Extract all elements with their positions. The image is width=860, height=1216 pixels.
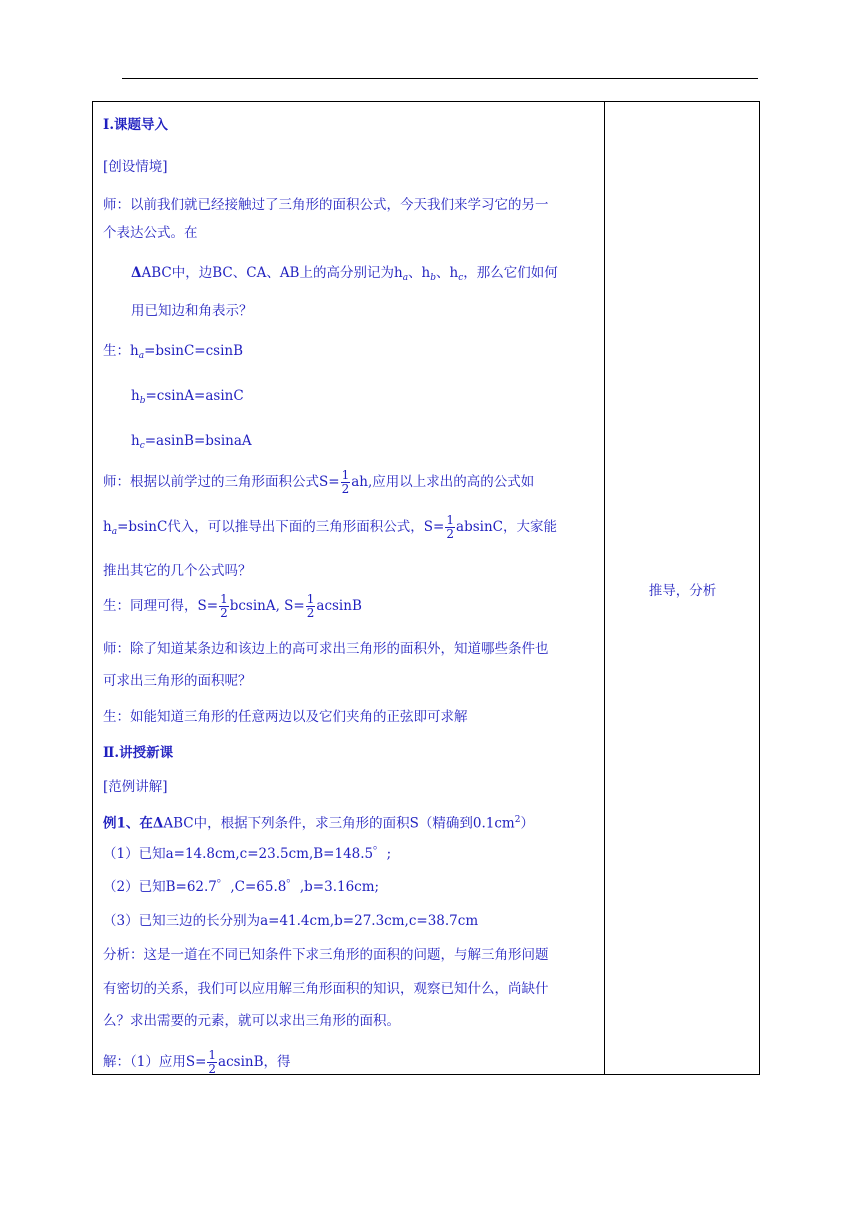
teacher-line-3b: 可求出三角形的面积呢？	[103, 673, 252, 689]
header-rule	[122, 78, 758, 79]
lesson-table	[92, 101, 760, 1075]
example-1-case-2: （2）已知B=62.7゜,C=65.8゜,b=3.16cm;	[103, 879, 380, 895]
hb-formula: $h_b=csinA=asinC$	[131, 388, 244, 406]
teacher-line-3a: 师：除了知道某条边和该边上的高可求出三角形的面积外，知道哪些条件也	[103, 641, 549, 657]
example-1-case-1: （1）已知a=14.8cm,c=23.5cm,B=148.5゜;	[103, 846, 392, 862]
solution-line: 解：（1）应用S= $\frac{1}{2}$ acsinB，得	[103, 1048, 291, 1076]
fraction: $\frac{1}{2}$	[446, 513, 455, 541]
analysis-line-c: 么？求出需要的元素，就可以求出三角形的面积。	[103, 1013, 400, 1029]
question-line-a: ΔABC中，边BC、CA、AB上的高分别记为$h_a$、$h_b$、$h_c$，那么它们如何	[131, 265, 558, 283]
lesson-title: Ⅱ.讲授新课	[103, 745, 174, 761]
scenario-tag: [创设情境]	[103, 159, 168, 175]
student-line-2: 生：同理可得，S= $\frac{1}{2}$ bcsinA, S= $\frac{1}{2}$ acsinB	[103, 592, 362, 620]
example-1-case-3: （3）已知三边的长分别为a=41.4cm,b=27.3cm,c=38.7cm	[103, 913, 479, 929]
hc-formula: $h_c=asinB=bsinaA$	[131, 433, 252, 451]
teacher-line-2c: 推出其它的几个公式吗？	[103, 563, 252, 579]
example-1: 例1、在ΔABC中，根据下列条件，求三角形的面积S（精确到$0.1cm^2$）	[103, 815, 534, 832]
intro-title: Ⅰ.课题导入	[103, 117, 169, 133]
question-line-b: 用已知边和角表示？	[131, 303, 253, 319]
fraction: $\frac{1}{2}$	[220, 592, 228, 620]
student-line-3: 生：如能知道三角形的任意两边以及它们夹角的正弦即可求解	[103, 709, 468, 725]
teacher-line-1a: 师：以前我们就已经接触过了三角形的面积公式，今天我们来学习它的另一	[103, 197, 549, 213]
analysis-line-a: 分析：这是一道在不同已知条件下求三角形的面积的问题，与解三角形问题	[103, 947, 549, 963]
teacher-line-1b: 个表达公式。在	[103, 225, 198, 241]
analysis-line-b: 有密切的关系，我们可以应用解三角形面积的知识，观察已知什么，尚缺什	[103, 981, 549, 997]
fraction: $\frac{1}{2}$	[208, 1048, 217, 1076]
example-tag: [范例讲解]	[103, 779, 168, 795]
teacher-line-2a: 师：根据以前学过的三角形面积公式S= $\frac{1}{2}$ ah,应用以上求出的高的公式如	[103, 468, 535, 496]
fraction: $\frac{1}{2}$	[306, 592, 315, 620]
triangle-symbol: Δ	[131, 265, 142, 281]
teacher-line-2b: $h_a=bsinC$代入，可以推导出下面的三角形面积公式，S= $\frac{1}{2}$ absinC，大家能	[103, 513, 557, 541]
side-note: 推导，分析	[648, 583, 717, 599]
student-line-1: 生：$h_a=bsinC=csinB$	[103, 343, 244, 361]
fraction: $\frac{1}{2}$	[341, 468, 350, 496]
